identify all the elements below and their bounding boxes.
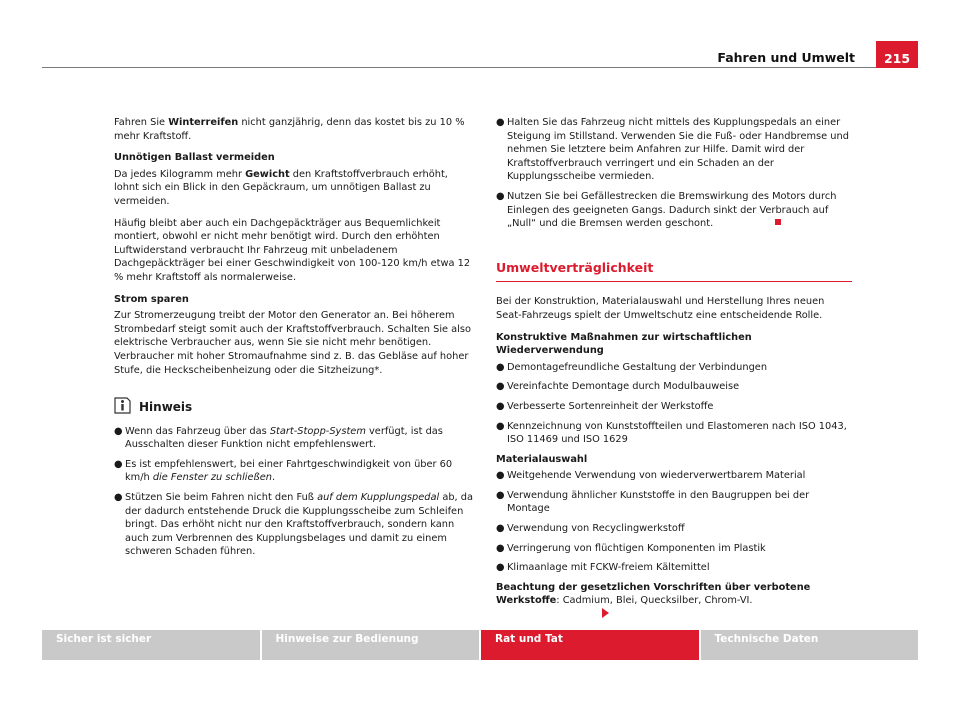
roof-rack-paragraph: Häufig bleibt aber auch ein Dachgepäckträger aus Bequemlichkeit montiert, obwohl er nicht mehr benötigt wird. Durch den erhöhten Luftwiderstand verbraucht Ihr Fahrzeug mit unbeladenem Dachgepäckträger bei einer Geschwindigkeit von 100-120 km/h etwa 12 % mehr Kraftstoff als normalerweise. bbox=[114, 217, 471, 283]
list-item: ● Verbesserte Sortenreinheit der Werkstoffe bbox=[496, 400, 714, 412]
note-title: Hinweis bbox=[139, 400, 193, 415]
note-bullet: ● Wenn das Fahrzeug über das Start-Stopp-System verfügt, ist das Ausschalten dieser Funktion nicht empfehlenswert. bbox=[114, 425, 443, 451]
list-item: ● Vereinfachte Demontage durch Modulbauweise bbox=[496, 381, 740, 393]
page-number: 215 bbox=[876, 41, 918, 68]
prohibited-materials-paragraph: Beachtung der gesetzlichen Vorschriften über verbotene Werkstoffe: Cadmium, Blei, Quecksilber, Chrom-VI. bbox=[496, 581, 852, 622]
page-header-title: Fahren und Umwelt bbox=[717, 50, 855, 65]
header-rule bbox=[42, 67, 876, 68]
left-column bbox=[114, 116, 474, 565]
construction-list bbox=[496, 361, 852, 447]
power-saving-heading: Strom sparen bbox=[114, 293, 189, 305]
list-item: ● Klimaanlage mit FCKW-freiem Kältemittel bbox=[496, 562, 710, 574]
list-item: ● Demontagefreundliche Gestaltung der Verbindungen bbox=[496, 361, 768, 373]
list-item: ● Verwendung von Recyclingwerkstoff bbox=[496, 523, 685, 535]
winter-tires-paragraph: Fahren Sie Winterreifen nicht ganzjährig, denn das kostet bis zu 10 % mehr Kraftstoff. bbox=[114, 117, 465, 142]
power-saving-paragraph: Zur Stromerzeugung treibt der Motor den Generator an. Bei höherem Strombedarf steigt somit auch der Kraftstoffverbrauch. Schalten Sie also elektrische Verbraucher aus, wenn Sie sie nicht mehr benötigen. Verbraucher mit hoher Stromaufnahme sind z. B. das Gebläse auf hoher Stufe, die Heckscheibenheizung oder die Sitzheizung*. bbox=[114, 310, 472, 376]
tip-bullet: ● Halten Sie das Fahrzeug nicht mittels des Kupplungspedals an einer Steigung im Stillstand. Verwenden Sie die Fuß- oder Handbremse und nehmen Sie letztere beim Anfahren zur Hilfe. Damit wird der Kraftstoffverbrauch verringert und ein Schaden an der Kupplungsscheibe vermieden. bbox=[496, 117, 849, 183]
info-note-icon bbox=[114, 396, 131, 414]
list-item: ● Verwendung ähnlicher Kunststoffe in den Baugruppen bei der Montage bbox=[496, 489, 810, 515]
footer-tab-operation[interactable]: Hinweise zur Bedienung bbox=[262, 630, 480, 660]
ballast-heading: Unnötigen Ballast vermeiden bbox=[114, 152, 275, 164]
footer-tab-technical-data[interactable]: Technische Daten bbox=[701, 630, 919, 660]
tip-bullet: ● Nutzen Sie bei Gefällestrecken die Bremswirkung des Motors durch Einlegen des geeigneten Gangs. Dadurch sinkt der Verbrauch auf „Null“ und die Bremsen werden geschont. bbox=[496, 190, 837, 230]
list-item: ● Kennzeichnung von Kunststoffteilen und Elastomeren nach ISO 1043, ISO 11469 und ISO 1629 bbox=[496, 420, 847, 446]
section-rule bbox=[496, 281, 852, 282]
note-bullet: ● Es ist empfehlenswert, bei einer Fahrtgeschwindigkeit von über 60 km/h die Fenster zu schließen. bbox=[114, 458, 453, 484]
note-bullet: ● Stützen Sie beim Fahren nicht den Fuß auf dem Kupplungspedal ab, da der dadurch entstehende Druck die Kupplungsscheibe zum Schleifen bringt. Das erhöht nicht nur den Kraftstoffverbrauch, sondern kann auch zum Verbrennen des Kupplungsbelages und damit zu einem schweren Schaden führen. bbox=[114, 492, 474, 558]
construction-heading: Konstruktive Maßnahmen zur wirtschaftlichen Wiederverwendung bbox=[496, 331, 752, 357]
intro-paragraph: Bei der Konstruktion, Materialauswahl und Herstellung Ihres neuen Seat-Fahrzeugs spielt der Umweltschutz eine entscheidende Rolle. bbox=[496, 296, 825, 321]
material-list bbox=[496, 469, 852, 575]
right-column bbox=[496, 116, 852, 630]
material-heading: Materialauswahl bbox=[496, 453, 588, 465]
continue-arrow-icon bbox=[602, 608, 609, 618]
footer-nav bbox=[42, 630, 918, 660]
ballast-paragraph: Da jedes Kilogramm mehr Gewicht den Kraftstoffverbrauch erhöht, lohnt sich ein Blick in den Gepäckraum, um unnötigen Ballast zu vermeiden. bbox=[114, 168, 448, 207]
footer-tab-safety[interactable]: Sicher ist sicher bbox=[42, 630, 260, 660]
end-of-section-marker-icon bbox=[775, 219, 781, 225]
list-item: ● Verringerung von flüchtigen Komponenten im Plastik bbox=[496, 542, 766, 554]
section-title: Umweltverträglichkeit bbox=[496, 259, 654, 275]
footer-tab-advice[interactable]: Rat und Tat bbox=[481, 630, 699, 660]
list-item: ● Weitgehende Verwendung von wiederverwertbarem Material bbox=[496, 470, 806, 482]
note-header bbox=[114, 395, 474, 415]
